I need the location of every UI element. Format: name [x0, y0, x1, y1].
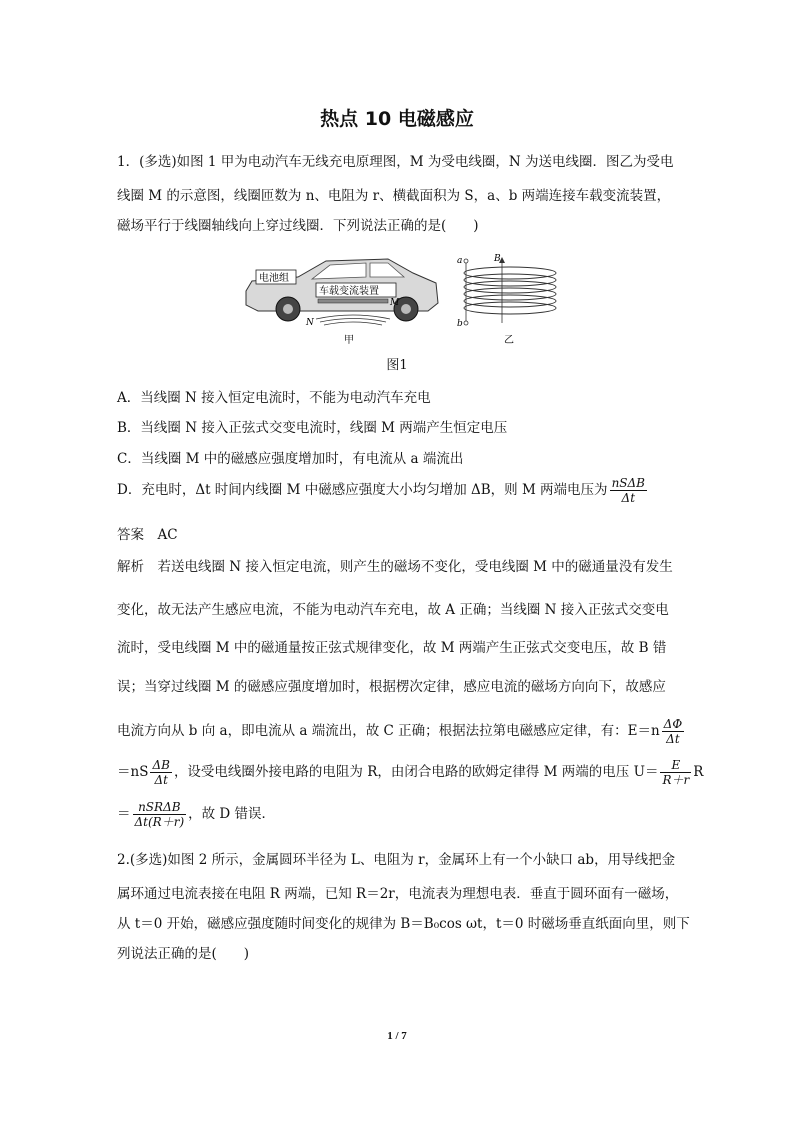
- coil-N: [316, 315, 390, 325]
- analysis-fraction-current: [660, 758, 691, 787]
- coil-M: [318, 299, 388, 303]
- fraction-denominator: Δt: [666, 732, 680, 746]
- fraction-denominator: R＋r: [662, 773, 690, 787]
- label-N: N: [306, 318, 314, 328]
- q1-analysis-line-5: [117, 717, 683, 746]
- analysis-line-6-a: ＝nS: [117, 764, 149, 780]
- fraction-numerator: nSΔB: [611, 476, 645, 490]
- fraction-denominator: Δt(R＋r): [134, 815, 185, 829]
- figure-1: [238, 253, 568, 348]
- q2-stem-line-2: 属环通过电流表接在电阻 R 两端，已知 R＝2r，电流表为理想电表．垂直于圆环面有一磁场，: [117, 886, 679, 902]
- analysis-line-6-b: ，设受电线圈外接电路的电阻为 R，由闭合电路的欧姆定律得 M 两端的电压 U＝: [173, 764, 659, 780]
- fraction-denominator: Δt: [154, 773, 168, 787]
- q1-answer: 答案 AC: [117, 527, 178, 543]
- fraction-denominator: Δt: [621, 491, 636, 505]
- fraction-numerator: ΔB: [152, 758, 170, 772]
- analysis-line-7-a: ＝: [117, 806, 131, 822]
- car-hub-rear: [401, 304, 411, 314]
- q1-analysis-line-7: [117, 800, 677, 829]
- label-jia: 甲: [344, 335, 354, 346]
- label-a: a: [457, 256, 463, 266]
- fraction-numerator: E: [660, 758, 691, 773]
- q1-analysis-line-6: [117, 758, 704, 787]
- label-M: M: [390, 298, 400, 308]
- fraction-numerator: ΔΦ: [663, 717, 683, 731]
- analysis-line-7-b: ，故 D 错误．: [188, 806, 276, 822]
- q1-stem-line-3: 磁场平行于线圈轴线向上穿过线圈．下列说法正确的是( ): [117, 218, 479, 234]
- analysis-line-5-text: 电流方向从 b 向 a，即电流从 a 端流出，故 C 正确；根据法拉第电磁感应定律，有：E＝n: [117, 723, 660, 739]
- page-number: 1 / 7: [387, 1030, 407, 1042]
- coil-yi: [464, 257, 556, 325]
- label-converter: 车载变流装置: [319, 286, 379, 297]
- q1-option-a: A．当线圈 N 接入恒定电流时，不能为电动汽车充电: [117, 390, 431, 406]
- label-b: b: [457, 319, 463, 329]
- q1-analysis-line-4: 误；当穿过线圈 M 的磁感应强度增加时，根据楞次定律，感应电流的磁场方向向下，故感应: [117, 679, 666, 695]
- label-battery: 电池组: [259, 273, 289, 284]
- q1-option-b: B．当线圈 N 接入正弦式交变电流时，线圈 M 两端产生恒定电压: [117, 420, 508, 436]
- analysis-fraction-dbdt: [150, 758, 171, 787]
- q2-stem-line-1: 2.(多选)如图 2 所示，金属圆环半径为 L、电阻为 r，金属环上有一个小缺口 ab，用导线把金: [117, 852, 676, 868]
- q2-stem-line-3: 从 t＝0 开始，磁感应强度随时间变化的规律为 B＝B₀cos ωt，t＝0 时磁场垂直纸面向里，则下: [117, 916, 690, 932]
- q1-analysis-line-2: 变化，故无法产生感应电流，不能为电动汽车充电，故 A 正确；当线圈 N 接入正弦式交变电: [117, 602, 669, 618]
- analysis-fraction-flux: [662, 717, 685, 746]
- q1-stem-line-2: 线圈 M 的示意图，线圈匝数为 n、电阻为 r、横截面积为 S，a、b 两端连接车载变流装置，: [117, 188, 671, 204]
- label-yi: 乙: [504, 335, 514, 346]
- q2-stem-line-4: 列说法正确的是( ): [117, 946, 250, 962]
- label-B: B: [494, 254, 501, 264]
- q1-option-d: [117, 476, 649, 505]
- figure-1-caption: 图1: [386, 358, 408, 373]
- q1-option-d-text: D．充电时，Δt 时间内线圈 M 中磁感应强度大小均匀增加 ΔB，则 M 两端电压为: [117, 482, 608, 498]
- car-hub-front: [283, 304, 293, 314]
- q1-analysis-line-3: 流时，受电线圈 M 中的磁通量按正弦式规律变化，故 M 两端产生正弦式交变电压，故 B 错: [117, 640, 667, 656]
- analysis-line-6-c: R: [693, 764, 704, 780]
- q1-option-c: C．当线圈 M 中的磁感应强度增加时，有电流从 a 端流出: [117, 451, 464, 467]
- figure-1-drawing: [238, 253, 568, 348]
- analysis-fraction-voltage: [133, 800, 187, 829]
- q1-option-d-fraction: [610, 476, 647, 505]
- page-title: 热点 10 电磁感应: [320, 108, 474, 130]
- q1-analysis-line-1: 解析 若送电线圈 N 接入恒定电流，则产生的磁场不变化，受电线圈 M 中的磁通量没有发生: [117, 559, 673, 575]
- fraction-numerator: nSRΔB: [133, 800, 187, 815]
- q1-stem-line-1: 1．(多选)如图 1 甲为电动汽车无线充电原理图，M 为受电线圈，N 为送电线圈．图乙为受电: [117, 154, 674, 170]
